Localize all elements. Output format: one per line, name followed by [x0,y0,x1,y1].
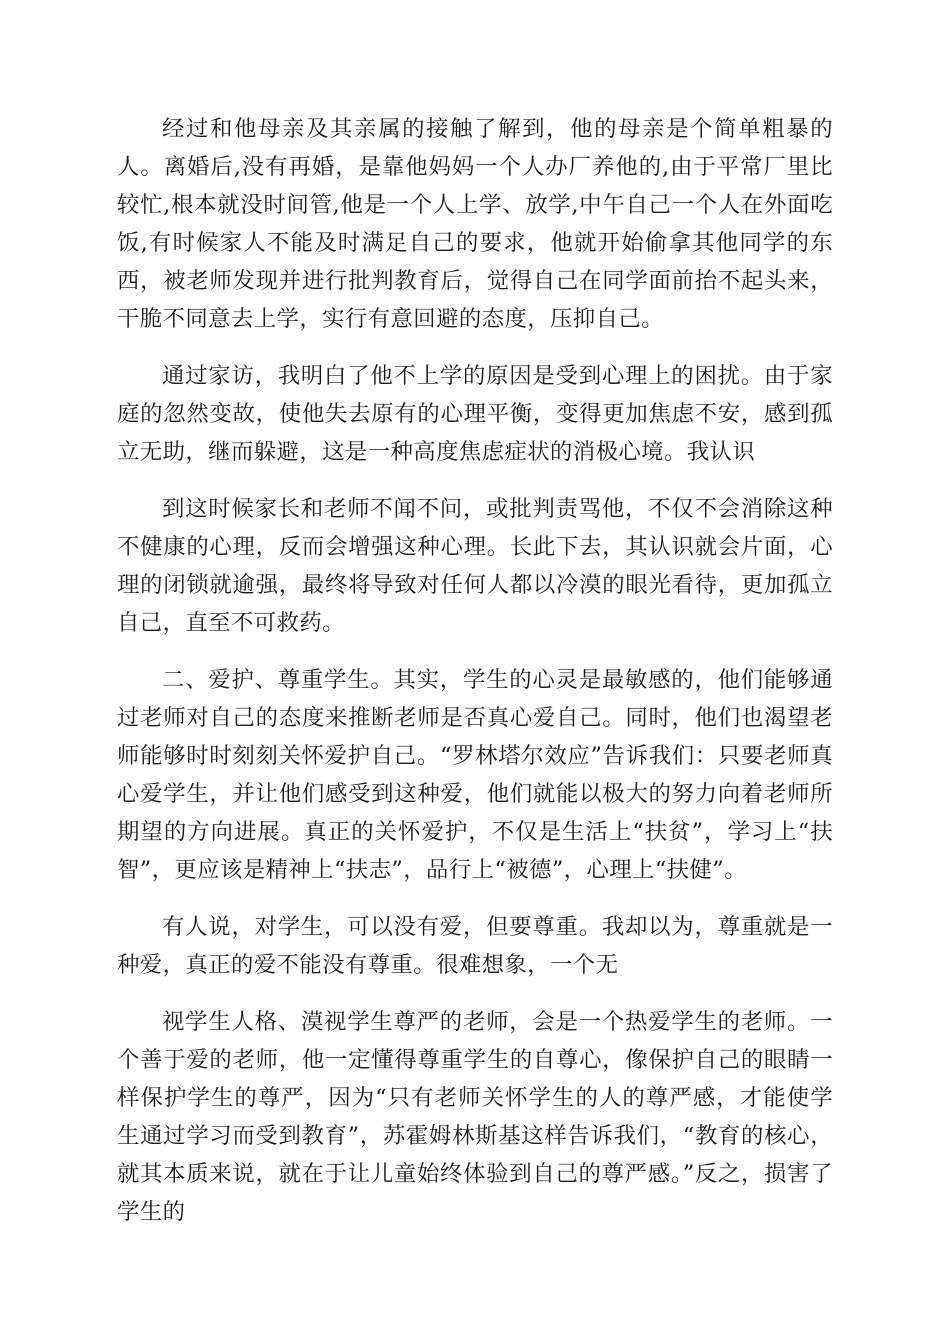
paragraph-6: 视学生人格、漠视学生尊严的老师，会是一个热爱学生的老师。一个善于爱的老师，他一定懂得尊重学生的自尊心，像保护自己的眼睛一样保护学生的尊严，因为“只有老师关怀学生的人的尊严感，才能使学生通过学习而受到教育”，苏霍姆林斯基这样告诉我们，“教育的核心，就其本质来说，就在于让儿童始终体验到自己的尊严感。”反之，损害了学生的 [117,1009,833,1225]
paragraph-2: 通过家访，我明白了他不上学的原因是受到心理上的困扰。由于家庭的忽然变故，使他失去原有的心理平衡，变得更加焦虑不安，感到孤立无助，继而躲避，这是一种高度焦虑症状的消极心境。我认识 [117,363,833,465]
document-page [117,110,833,1250]
paragraph-1: 经过和他母亲及其亲属的接触了解到，他的母亲是个简单粗暴的人。离婚后,没有再婚，是靠他妈妈一个人办厂养他的,由于平常厂里比较忙,根本就没时间管,他是一个人上学、放学,中午自己一个人在外面吃饭,有时候家人不能及时满足自己的要求，他就开始偷拿其他同学的东西，被老师发现并进行批判教育后，觉得自己在同学面前抬不起头来，干脆不同意去上学，实行有意回避的态度，压抑自己。 [117,116,833,332]
paragraph-4: 二、爱护、尊重学生。其实，学生的心灵是最敏感的，他们能够通过老师对自己的态度来推断老师是否真心爱自己。同时，他们也渴望老师能够时时刻刻关怀爱护自己。“罗林塔尔效应”告诉我们：只要老师真心爱学生，并让他们感受到这种爱，他们就能以极大的努力向着老师所期望的方向进展。真正的关怀爱护，不仅是生活上“扶贫”，学习上“扶智”，更应该是精神上“扶志”，品行上“被德”，心理上“扶健”。 [117,667,833,883]
paragraph-3: 到这时候家长和老师不闻不问，或批判责骂他，不仅不会消除这种不健康的心理，反而会增强这种心理。长此下去，其认识就会片面，心理的闭锁就逾强，最终将导致对任何人都以冷漠的眼光看待，更加孤立自己，直至不可救药。 [117,496,833,636]
paragraph-5: 有人说，对学生，可以没有爱，但要尊重。我却以为，尊重就是一种爱，真正的爱不能没有尊重。很难想象，一个无 [117,914,833,978]
